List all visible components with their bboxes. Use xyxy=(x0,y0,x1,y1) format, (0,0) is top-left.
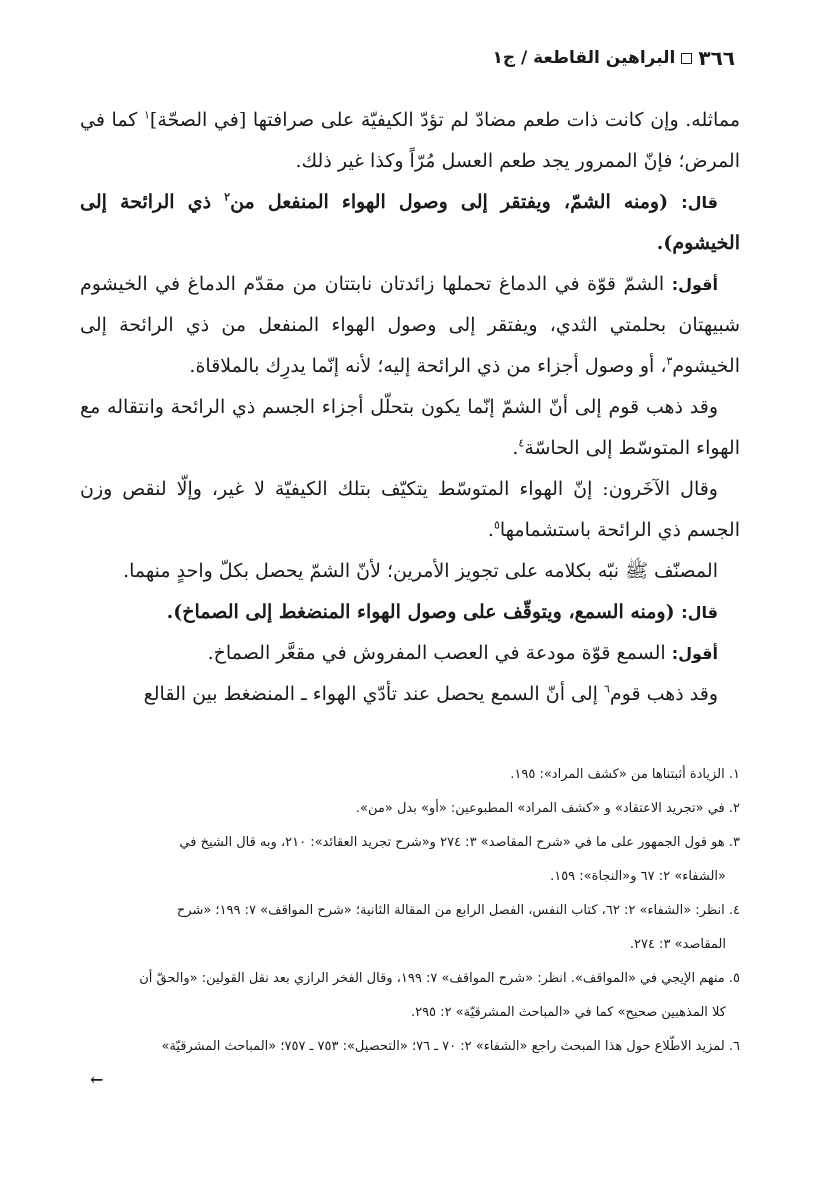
paragraph-6: وقد ذهب قوم$^٦$ إلى أنّ السمع يحصل عند تأدّي الهواء ـ المنضغط بين القالع xyxy=(143,682,718,705)
footnote-ref: ٢ xyxy=(224,190,231,204)
footnote-4: ٤. انظر: «الشفاء» ٢: ٦٢، كتاب النفس، الفصل الرابع من المقالة الثانية؛ «شرح المواقف» ٧: ١٩٩؛ «شرح xyxy=(176,903,740,918)
footnote-3-cont: «الشفاء» ٢: ٦٧ و«النجاة»: ١٥٩. xyxy=(550,869,726,884)
footnote-5: ٥. منهم الإيجي في «المواقف». انظر: «شرح المواقف» ٧: ١٩٩، وقال الفخر الرازي بعد نقل القولين: «والحقّ أن xyxy=(139,971,740,986)
paragraph-4: وقال الآخَرون: إنّ الهواء المتوسّط يتكيّف بتلك الكيفيّة لا غير، وإلّا لنقص وزن الجسم ذي الرائحة باستشمامها$^٥$. xyxy=(80,478,740,541)
answer-2: أقول: السمع قوّة مودعة في العصب المفروش في مقعَّر الصماخ. xyxy=(207,642,718,664)
page-header xyxy=(492,46,735,70)
page-number: ٣٦٦ xyxy=(698,46,735,70)
footnote-ref: ١ xyxy=(143,108,150,122)
qala-label: قال: xyxy=(681,193,718,212)
answer-1: أقول: الشمّ قوّة في الدماغ تحملها زائدتان نابتتان من مقدّم الدماغ في الخيشوم شبيهتان بحلمتي الثدي، ويفتقر إلى وصول الهواء المنفعل من ذي الرائحة إلى الخيشوم$^٣$، أو وصول أجزاء من ذي الرائحة إليه؛ لأنه إنّما يدرِك بالملاقاة. xyxy=(80,273,740,377)
square-separator-icon xyxy=(681,53,692,64)
footnote-3: ٣. هو قول الجمهور على ما في «شرح المقاصد» ٣: ٢٧٤ و«شرح تجريد العقائد»: ٢١٠، وبه قال الشيخ في xyxy=(179,835,740,850)
continue-arrow-icon: ← xyxy=(90,1070,104,1089)
quote-1: قال: (ومنه الشمّ، ويفتقر إلى وصول الهواء المنفعل من$^٢$ ذي الرائحة إلى الخيشوم). xyxy=(80,190,740,254)
paragraph-5: المصنّف ﷺ نبّه بكلامه على تجويز الأمرين؛ لأنّ الشمّ يحصل بكلّ واحدٍ منهما. xyxy=(123,560,718,582)
footnote-1: ١. الزيادة أثبتناها من «كشف المراد»: ١٩٥. xyxy=(510,767,740,782)
book-title: البراهين القاطعة / ج١ xyxy=(492,48,676,68)
quote-2: قال: (ومنه السمع، ويتوقّف على وصول الهواء المنضغط إلى الصماخ). xyxy=(166,601,718,623)
footnote-ref: ٥ xyxy=(493,518,500,532)
aqulu-label: أقول: xyxy=(671,275,719,294)
main-text xyxy=(80,100,740,715)
qala-label: قال: xyxy=(681,603,718,622)
footnote-ref: ٣ xyxy=(666,354,673,368)
paragraph-3: وقد ذهب قوم إلى أنّ الشمّ إنّما يكون بتحلّل أجزاء الجسم ذي الرائحة وانتقاله مع الهواء المتوسّط إلى الحاسّة$^٤$. xyxy=(80,396,740,459)
footnote-ref: ٤ xyxy=(518,436,525,450)
footnote-5-cont: كلا المذهبين صحيح» كما في «المباحث المشرقيّة» ٢: ٢٩٥. xyxy=(410,1005,726,1020)
footnote-6: ٦. لمزيد الاطّلاع حول هذا المبحث راجع «الشفاء» ٢: ٧٠ ـ ٧٦؛ «التحصيل»: ٧٥٣ ـ ٧٥٧؛ «المباحث المشرقيّة» xyxy=(161,1039,740,1054)
footnote-2: ٢. في «تجريد الاعتقاد» و «كشف المراد» المطبوعين: «أو» بدل «من». xyxy=(355,801,740,816)
aqulu-label: أقول: xyxy=(671,644,718,663)
footnote-ref: ٦ xyxy=(603,682,610,696)
paragraph-1: مماثله. وإن كانت ذات طعم مضادّ لم تؤدّ الكيفيّة على صرافتها [في الصحّة]$^١$ كما في المرض؛ فإنّ الممرور يجد طعم العسل مُرّاً وكذا غير ذلك. xyxy=(80,108,740,172)
footnote-4-cont: المقاصد» ٣: ٢٧٤. xyxy=(629,937,726,952)
footnotes xyxy=(80,758,740,1064)
